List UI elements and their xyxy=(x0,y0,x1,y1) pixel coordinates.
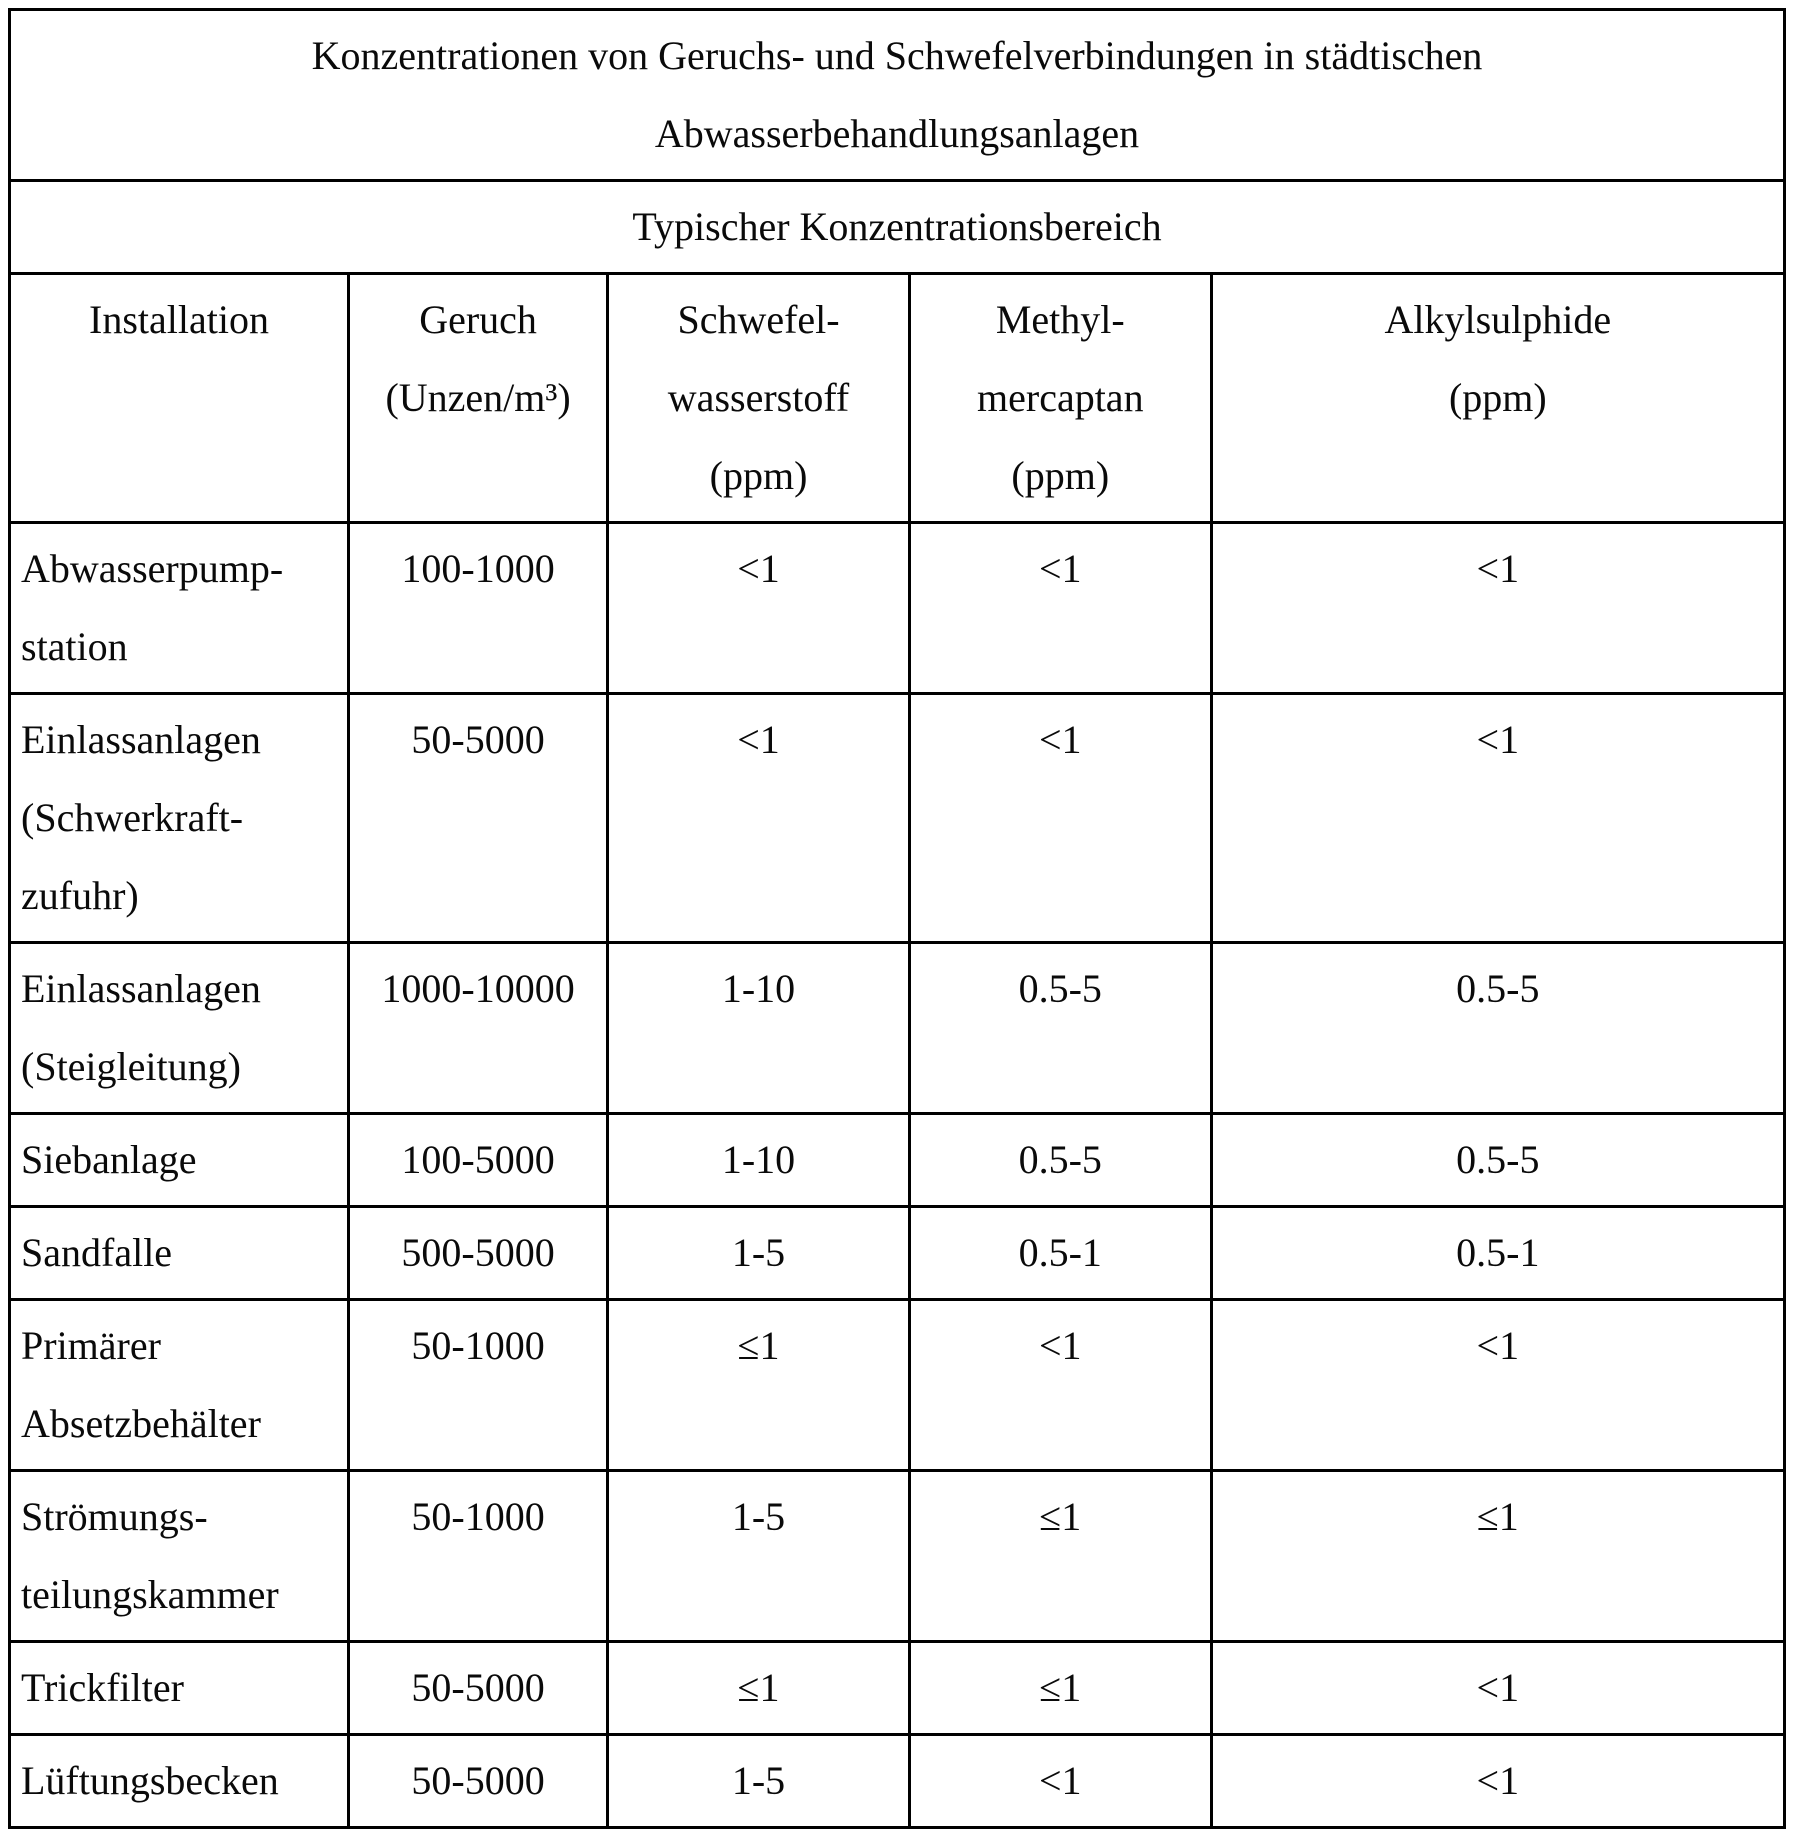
table-row xyxy=(10,1114,1785,1207)
cell-h2s-value: 1-10 xyxy=(608,1114,910,1207)
cell-geruch-value: 50-1000 xyxy=(349,1471,608,1642)
cell-methylmercaptan-value: <1 xyxy=(909,1300,1211,1471)
cell-alkylsulphide-value: ≤1 xyxy=(1211,1471,1784,1642)
cell-geruch-value: 100-1000 xyxy=(349,523,608,694)
cell-geruch-value: 50-5000 xyxy=(349,1642,608,1735)
table-subtitle-row xyxy=(10,181,1785,274)
table-row xyxy=(10,523,1785,694)
table-row xyxy=(10,1471,1785,1642)
cell-installation: Strömungs- teilungskammer xyxy=(10,1471,349,1642)
cell-alkylsulphide-value: 0.5-5 xyxy=(1211,943,1784,1114)
table-header-row xyxy=(10,274,1785,523)
cell-geruch-value: 50-5000 xyxy=(349,694,608,943)
cell-installation: Siebanlage xyxy=(10,1114,349,1207)
cell-alkylsulphide-value: <1 xyxy=(1211,523,1784,694)
cell-h2s-value: 1-5 xyxy=(608,1207,910,1300)
cell-installation: Trickfilter xyxy=(10,1642,349,1735)
table-row xyxy=(10,1735,1785,1828)
cell-methylmercaptan-value: <1 xyxy=(909,694,1211,943)
table-title: Konzentrationen von Geruchs- und Schwefelverbindungen in städtischen Abwasserbehandlungsanlagen xyxy=(10,10,1785,181)
odor-concentration-table xyxy=(8,8,1786,1829)
cell-installation: Primärer Absetzbehälter xyxy=(10,1300,349,1471)
column-header-geruch: Geruch (Unzen/m³) xyxy=(349,274,608,523)
cell-h2s-value: <1 xyxy=(608,694,910,943)
cell-geruch-value: 500-5000 xyxy=(349,1207,608,1300)
cell-geruch-value: 1000-10000 xyxy=(349,943,608,1114)
cell-methylmercaptan-value: ≤1 xyxy=(909,1642,1211,1735)
column-header-schwefelwasserstoff: Schwefel- wasserstoff (ppm) xyxy=(608,274,910,523)
cell-installation: Einlassanlagen (Steigleitung) xyxy=(10,943,349,1114)
cell-geruch-value: 50-5000 xyxy=(349,1735,608,1828)
column-header-installation: Installation xyxy=(10,274,349,523)
cell-installation: Abwasserpump- station xyxy=(10,523,349,694)
cell-h2s-value: 1-5 xyxy=(608,1735,910,1828)
cell-h2s-value: <1 xyxy=(608,523,910,694)
cell-alkylsulphide-value: <1 xyxy=(1211,1735,1784,1828)
table-title-row xyxy=(10,10,1785,181)
table-subtitle: Typischer Konzentrationsbereich xyxy=(10,181,1785,274)
cell-methylmercaptan-value: 0.5-5 xyxy=(909,1114,1211,1207)
cell-methylmercaptan-value: 0.5-5 xyxy=(909,943,1211,1114)
column-header-methylmercaptan: Methyl- mercaptan (ppm) xyxy=(909,274,1211,523)
cell-installation: Einlassanlagen (Schwerkraft- zufuhr) xyxy=(10,694,349,943)
cell-h2s-value: 1-5 xyxy=(608,1471,910,1642)
table-row xyxy=(10,1642,1785,1735)
cell-methylmercaptan-value: <1 xyxy=(909,1735,1211,1828)
cell-methylmercaptan-value: <1 xyxy=(909,523,1211,694)
cell-h2s-value: ≤1 xyxy=(608,1300,910,1471)
cell-alkylsulphide-value: <1 xyxy=(1211,1642,1784,1735)
cell-alkylsulphide-value: <1 xyxy=(1211,694,1784,943)
cell-geruch-value: 50-1000 xyxy=(349,1300,608,1471)
cell-alkylsulphide-value: <1 xyxy=(1211,1300,1784,1471)
table-row xyxy=(10,1207,1785,1300)
table-row xyxy=(10,943,1785,1114)
table-row xyxy=(10,1300,1785,1471)
cell-installation: Lüftungsbecken xyxy=(10,1735,349,1828)
cell-geruch-value: 100-5000 xyxy=(349,1114,608,1207)
cell-h2s-value: 1-10 xyxy=(608,943,910,1114)
column-header-alkylsulphide: Alkylsulphide (ppm) xyxy=(1211,274,1784,523)
cell-h2s-value: ≤1 xyxy=(608,1642,910,1735)
cell-methylmercaptan-value: 0.5-1 xyxy=(909,1207,1211,1300)
cell-installation: Sandfalle xyxy=(10,1207,349,1300)
cell-methylmercaptan-value: ≤1 xyxy=(909,1471,1211,1642)
table-row xyxy=(10,694,1785,943)
cell-alkylsulphide-value: 0.5-5 xyxy=(1211,1114,1784,1207)
cell-alkylsulphide-value: 0.5-1 xyxy=(1211,1207,1784,1300)
